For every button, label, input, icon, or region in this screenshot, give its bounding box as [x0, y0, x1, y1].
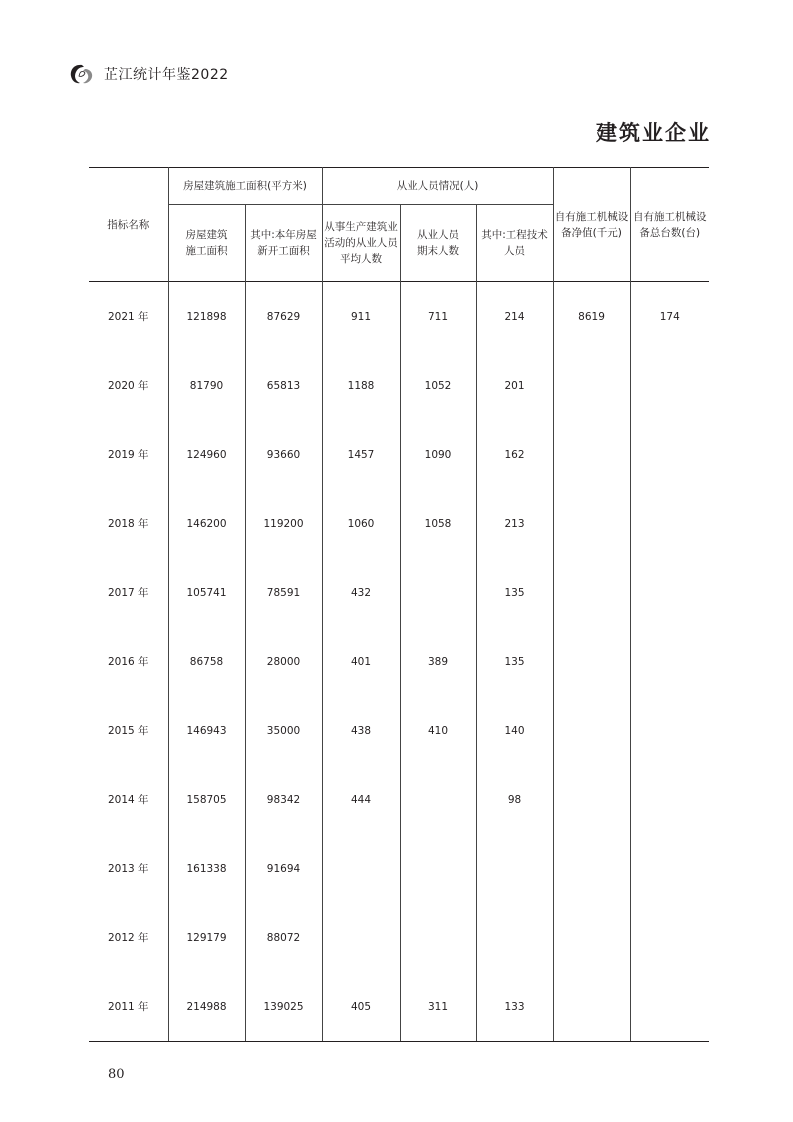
- machinery-value-cell: [553, 420, 630, 489]
- avg-employees-header: [322, 205, 400, 282]
- machinery-count-cell: [630, 489, 709, 558]
- avg-employees-cell: 911: [322, 282, 400, 352]
- year-cell: 2013 年: [89, 834, 168, 903]
- floor-area-cell: 124960: [168, 420, 245, 489]
- new-floor-area-cell: 87629: [245, 282, 322, 352]
- end-employees-cell: [400, 765, 476, 834]
- machinery-count-cell: [630, 834, 709, 903]
- year-cell: 2014 年: [89, 765, 168, 834]
- machinery-value-cell: [553, 972, 630, 1042]
- construction-enterprise-table: [89, 167, 709, 1042]
- table-row: [89, 696, 709, 765]
- floor-area-cell: 86758: [168, 627, 245, 696]
- floor-area-cell: 146200: [168, 489, 245, 558]
- table-row: [89, 351, 709, 420]
- floor-area-cell: 158705: [168, 765, 245, 834]
- page-header: [68, 62, 229, 86]
- end-employees-cell: [400, 903, 476, 972]
- end-employees-cell: 1058: [400, 489, 476, 558]
- technicians-cell: 213: [476, 489, 553, 558]
- technicians-cell: 214: [476, 282, 553, 352]
- machinery-count-cell: [630, 696, 709, 765]
- machinery-value-cell: 8619: [553, 282, 630, 352]
- yearbook-logo-icon: [68, 62, 96, 86]
- machinery-count-cell: [630, 420, 709, 489]
- table-row: [89, 489, 709, 558]
- avg-employees-cell: [322, 834, 400, 903]
- avg-employees-cell: 432: [322, 558, 400, 627]
- table-header: [89, 168, 709, 282]
- year-cell: 2019 年: [89, 420, 168, 489]
- end-employees-cell: 1052: [400, 351, 476, 420]
- avg-employees-cell: [322, 903, 400, 972]
- year-cell: 2017 年: [89, 558, 168, 627]
- end-employees-cell: 711: [400, 282, 476, 352]
- machinery-value-cell: [553, 558, 630, 627]
- header-line: 其中:本年房屋: [250, 229, 317, 241]
- book-title: 芷江统计年鉴2022: [104, 67, 229, 83]
- machinery-value-header: [553, 168, 630, 282]
- machinery-value-cell: [553, 765, 630, 834]
- table-row: [89, 558, 709, 627]
- header-line: 从事生产建筑业: [324, 221, 398, 233]
- new-floor-area-header: [245, 205, 322, 282]
- table-row: [89, 972, 709, 1042]
- header-line: 自有施工机械设: [554, 210, 629, 223]
- technicians-cell: 135: [476, 558, 553, 627]
- technicians-header: [476, 205, 553, 282]
- table-row: [89, 765, 709, 834]
- header-line: 备总台数(台): [639, 226, 701, 239]
- table-row: [89, 834, 709, 903]
- header-line: 期末人数: [417, 245, 460, 257]
- section-title: 建筑业企业: [596, 120, 711, 145]
- year-cell: 2018 年: [89, 489, 168, 558]
- avg-employees-cell: 444: [322, 765, 400, 834]
- header-line: 房屋建筑: [185, 229, 228, 241]
- header-line: 新开工面积: [257, 245, 310, 257]
- avg-employees-cell: 405: [322, 972, 400, 1042]
- page-number: 80: [108, 1067, 125, 1082]
- floor-area-cell: 161338: [168, 834, 245, 903]
- technicians-cell: 140: [476, 696, 553, 765]
- header-line: 施工面积: [185, 245, 228, 257]
- end-employees-cell: 410: [400, 696, 476, 765]
- employees-group-header: 从业人员情况(人): [322, 168, 553, 205]
- machinery-count-cell: 174: [630, 282, 709, 352]
- header-line: 备净值(千元): [561, 226, 622, 239]
- new-floor-area-cell: 35000: [245, 696, 322, 765]
- header-line: 自有施工机械设: [633, 210, 707, 223]
- new-floor-area-cell: 139025: [245, 972, 322, 1042]
- technicians-cell: 135: [476, 627, 553, 696]
- new-floor-area-cell: 93660: [245, 420, 322, 489]
- floor-area-cell: 81790: [168, 351, 245, 420]
- new-floor-area-cell: 65813: [245, 351, 322, 420]
- table-row: [89, 627, 709, 696]
- technicians-cell: 133: [476, 972, 553, 1042]
- end-employees-cell: 311: [400, 972, 476, 1042]
- avg-employees-cell: 438: [322, 696, 400, 765]
- table-row: [89, 282, 709, 352]
- avg-employees-cell: 1188: [322, 351, 400, 420]
- new-floor-area-cell: 28000: [245, 627, 322, 696]
- machinery-count-cell: [630, 627, 709, 696]
- new-floor-area-cell: 119200: [245, 489, 322, 558]
- avg-employees-cell: 1060: [322, 489, 400, 558]
- technicians-cell: [476, 903, 553, 972]
- end-employees-cell: 1090: [400, 420, 476, 489]
- end-employees-header: [400, 205, 476, 282]
- header-line: 其中:工程技术: [481, 229, 548, 241]
- header-line: 活动的从业人员: [324, 237, 398, 249]
- machinery-count-header: [630, 168, 709, 282]
- year-cell: 2016 年: [89, 627, 168, 696]
- machinery-value-cell: [553, 351, 630, 420]
- new-floor-area-cell: 98342: [245, 765, 322, 834]
- floor-area-header: [168, 205, 245, 282]
- machinery-count-cell: [630, 351, 709, 420]
- floor-area-cell: 129179: [168, 903, 245, 972]
- floor-area-cell: 105741: [168, 558, 245, 627]
- floor-area-cell: 146943: [168, 696, 245, 765]
- new-floor-area-cell: 88072: [245, 903, 322, 972]
- table-row: [89, 903, 709, 972]
- machinery-count-cell: [630, 972, 709, 1042]
- machinery-value-cell: [553, 489, 630, 558]
- table-body: [89, 282, 709, 1042]
- table-row: [89, 420, 709, 489]
- technicians-cell: 162: [476, 420, 553, 489]
- new-floor-area-cell: 78591: [245, 558, 322, 627]
- avg-employees-cell: 1457: [322, 420, 400, 489]
- machinery-value-cell: [553, 696, 630, 765]
- floor-area-cell: 214988: [168, 972, 245, 1042]
- header-line: 人员: [504, 245, 526, 257]
- machinery-count-cell: [630, 903, 709, 972]
- end-employees-cell: 389: [400, 627, 476, 696]
- machinery-value-cell: [553, 834, 630, 903]
- technicians-cell: 98: [476, 765, 553, 834]
- header-line: 从业人员: [417, 229, 460, 241]
- machinery-count-cell: [630, 558, 709, 627]
- machinery-value-cell: [553, 627, 630, 696]
- machinery-count-cell: [630, 765, 709, 834]
- end-employees-cell: [400, 834, 476, 903]
- header-line: 平均人数: [340, 253, 383, 265]
- machinery-value-cell: [553, 903, 630, 972]
- end-employees-cell: [400, 558, 476, 627]
- technicians-cell: [476, 834, 553, 903]
- technicians-cell: 201: [476, 351, 553, 420]
- year-cell: 2021 年: [89, 282, 168, 352]
- year-cell: 2012 年: [89, 903, 168, 972]
- year-cell: 2020 年: [89, 351, 168, 420]
- floor-area-cell: 121898: [168, 282, 245, 352]
- indicator-header: 指标名称: [89, 168, 168, 282]
- new-floor-area-cell: 91694: [245, 834, 322, 903]
- floor-area-group-header: 房屋建筑施工面积(平方米): [168, 168, 322, 205]
- year-cell: 2011 年: [89, 972, 168, 1042]
- year-cell: 2015 年: [89, 696, 168, 765]
- avg-employees-cell: 401: [322, 627, 400, 696]
